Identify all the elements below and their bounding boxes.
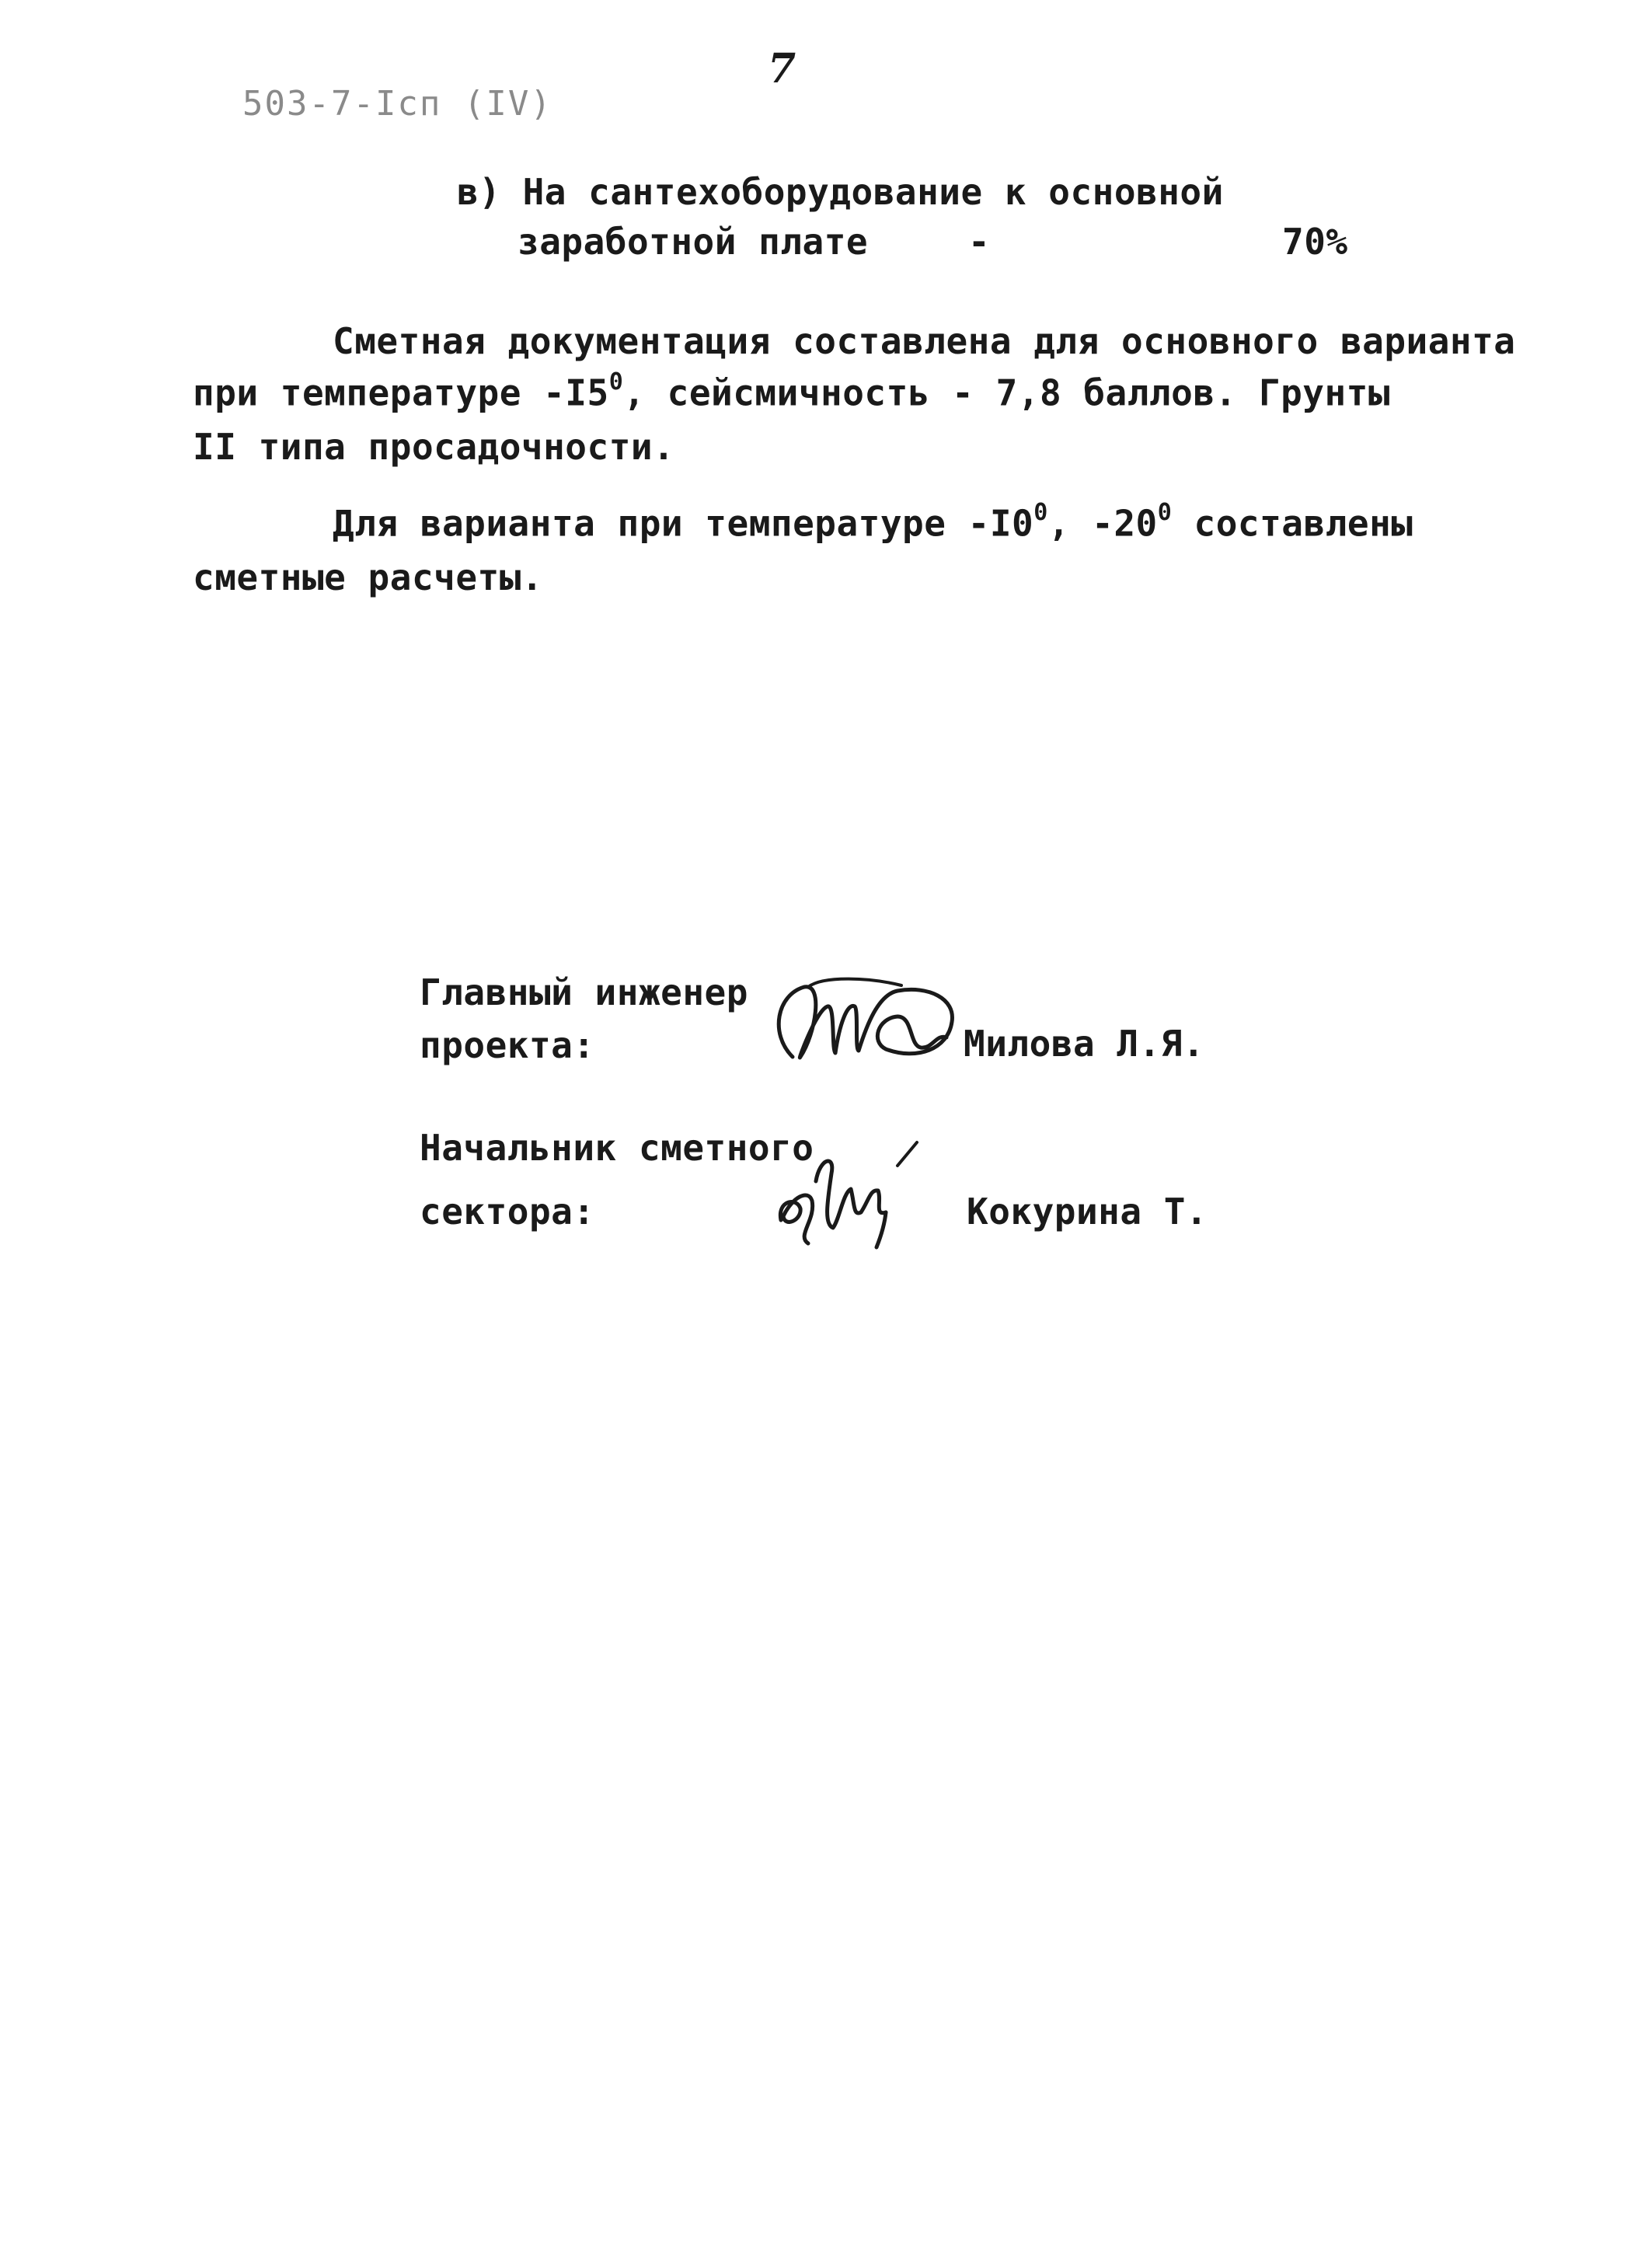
chief-engineer-title-line2: проекта: bbox=[420, 1024, 595, 1066]
paragraph2-line1-b: , -20 bbox=[1047, 502, 1158, 545]
paragraph1-line3: II типа просадочности. bbox=[193, 426, 675, 468]
item-v-line2: заработной плате bbox=[518, 221, 869, 263]
page-number: 7 bbox=[768, 45, 796, 92]
estimate-head-name: Кокурина Т. bbox=[967, 1191, 1208, 1233]
estimate-head-title-line1: Начальник сметного bbox=[420, 1127, 814, 1169]
paragraph2-line2: сметные расчеты. bbox=[193, 556, 544, 598]
document-code: 503-7-Iсп (IV) bbox=[242, 84, 552, 124]
degree-mark: 0 bbox=[608, 368, 624, 396]
item-v-line1: в) На сантехоборудование к основной bbox=[457, 171, 1224, 213]
degree-mark: 0 bbox=[1033, 499, 1048, 526]
item-v-percent: 70% bbox=[1282, 221, 1348, 263]
item-v-dash: - bbox=[968, 221, 991, 263]
estimate-head-title-line2: сектора: bbox=[420, 1191, 595, 1233]
chief-engineer-title-line1: Главный инженер bbox=[420, 971, 748, 1013]
paragraph1-line2-a: при температуре -I5 bbox=[193, 371, 609, 414]
paragraph2-line1-c: составлены bbox=[1172, 502, 1413, 545]
paragraph2-line1 bbox=[333, 499, 1413, 545]
chief-engineer-signature bbox=[762, 964, 964, 1088]
degree-mark: 0 bbox=[1157, 499, 1173, 526]
paragraph1-line1: Сметная документация составлена для основного варианта bbox=[333, 320, 1516, 362]
estimate-head-signature bbox=[762, 1127, 940, 1251]
paragraph1-line2 bbox=[193, 368, 1391, 414]
paragraph1-line2-b: , сейсмичность - 7,8 баллов. Грунты bbox=[623, 371, 1391, 414]
chief-engineer-name: Милова Л.Я. bbox=[964, 1023, 1205, 1065]
paragraph2-line1-a: Для варианта при температуре -I0 bbox=[333, 502, 1034, 545]
